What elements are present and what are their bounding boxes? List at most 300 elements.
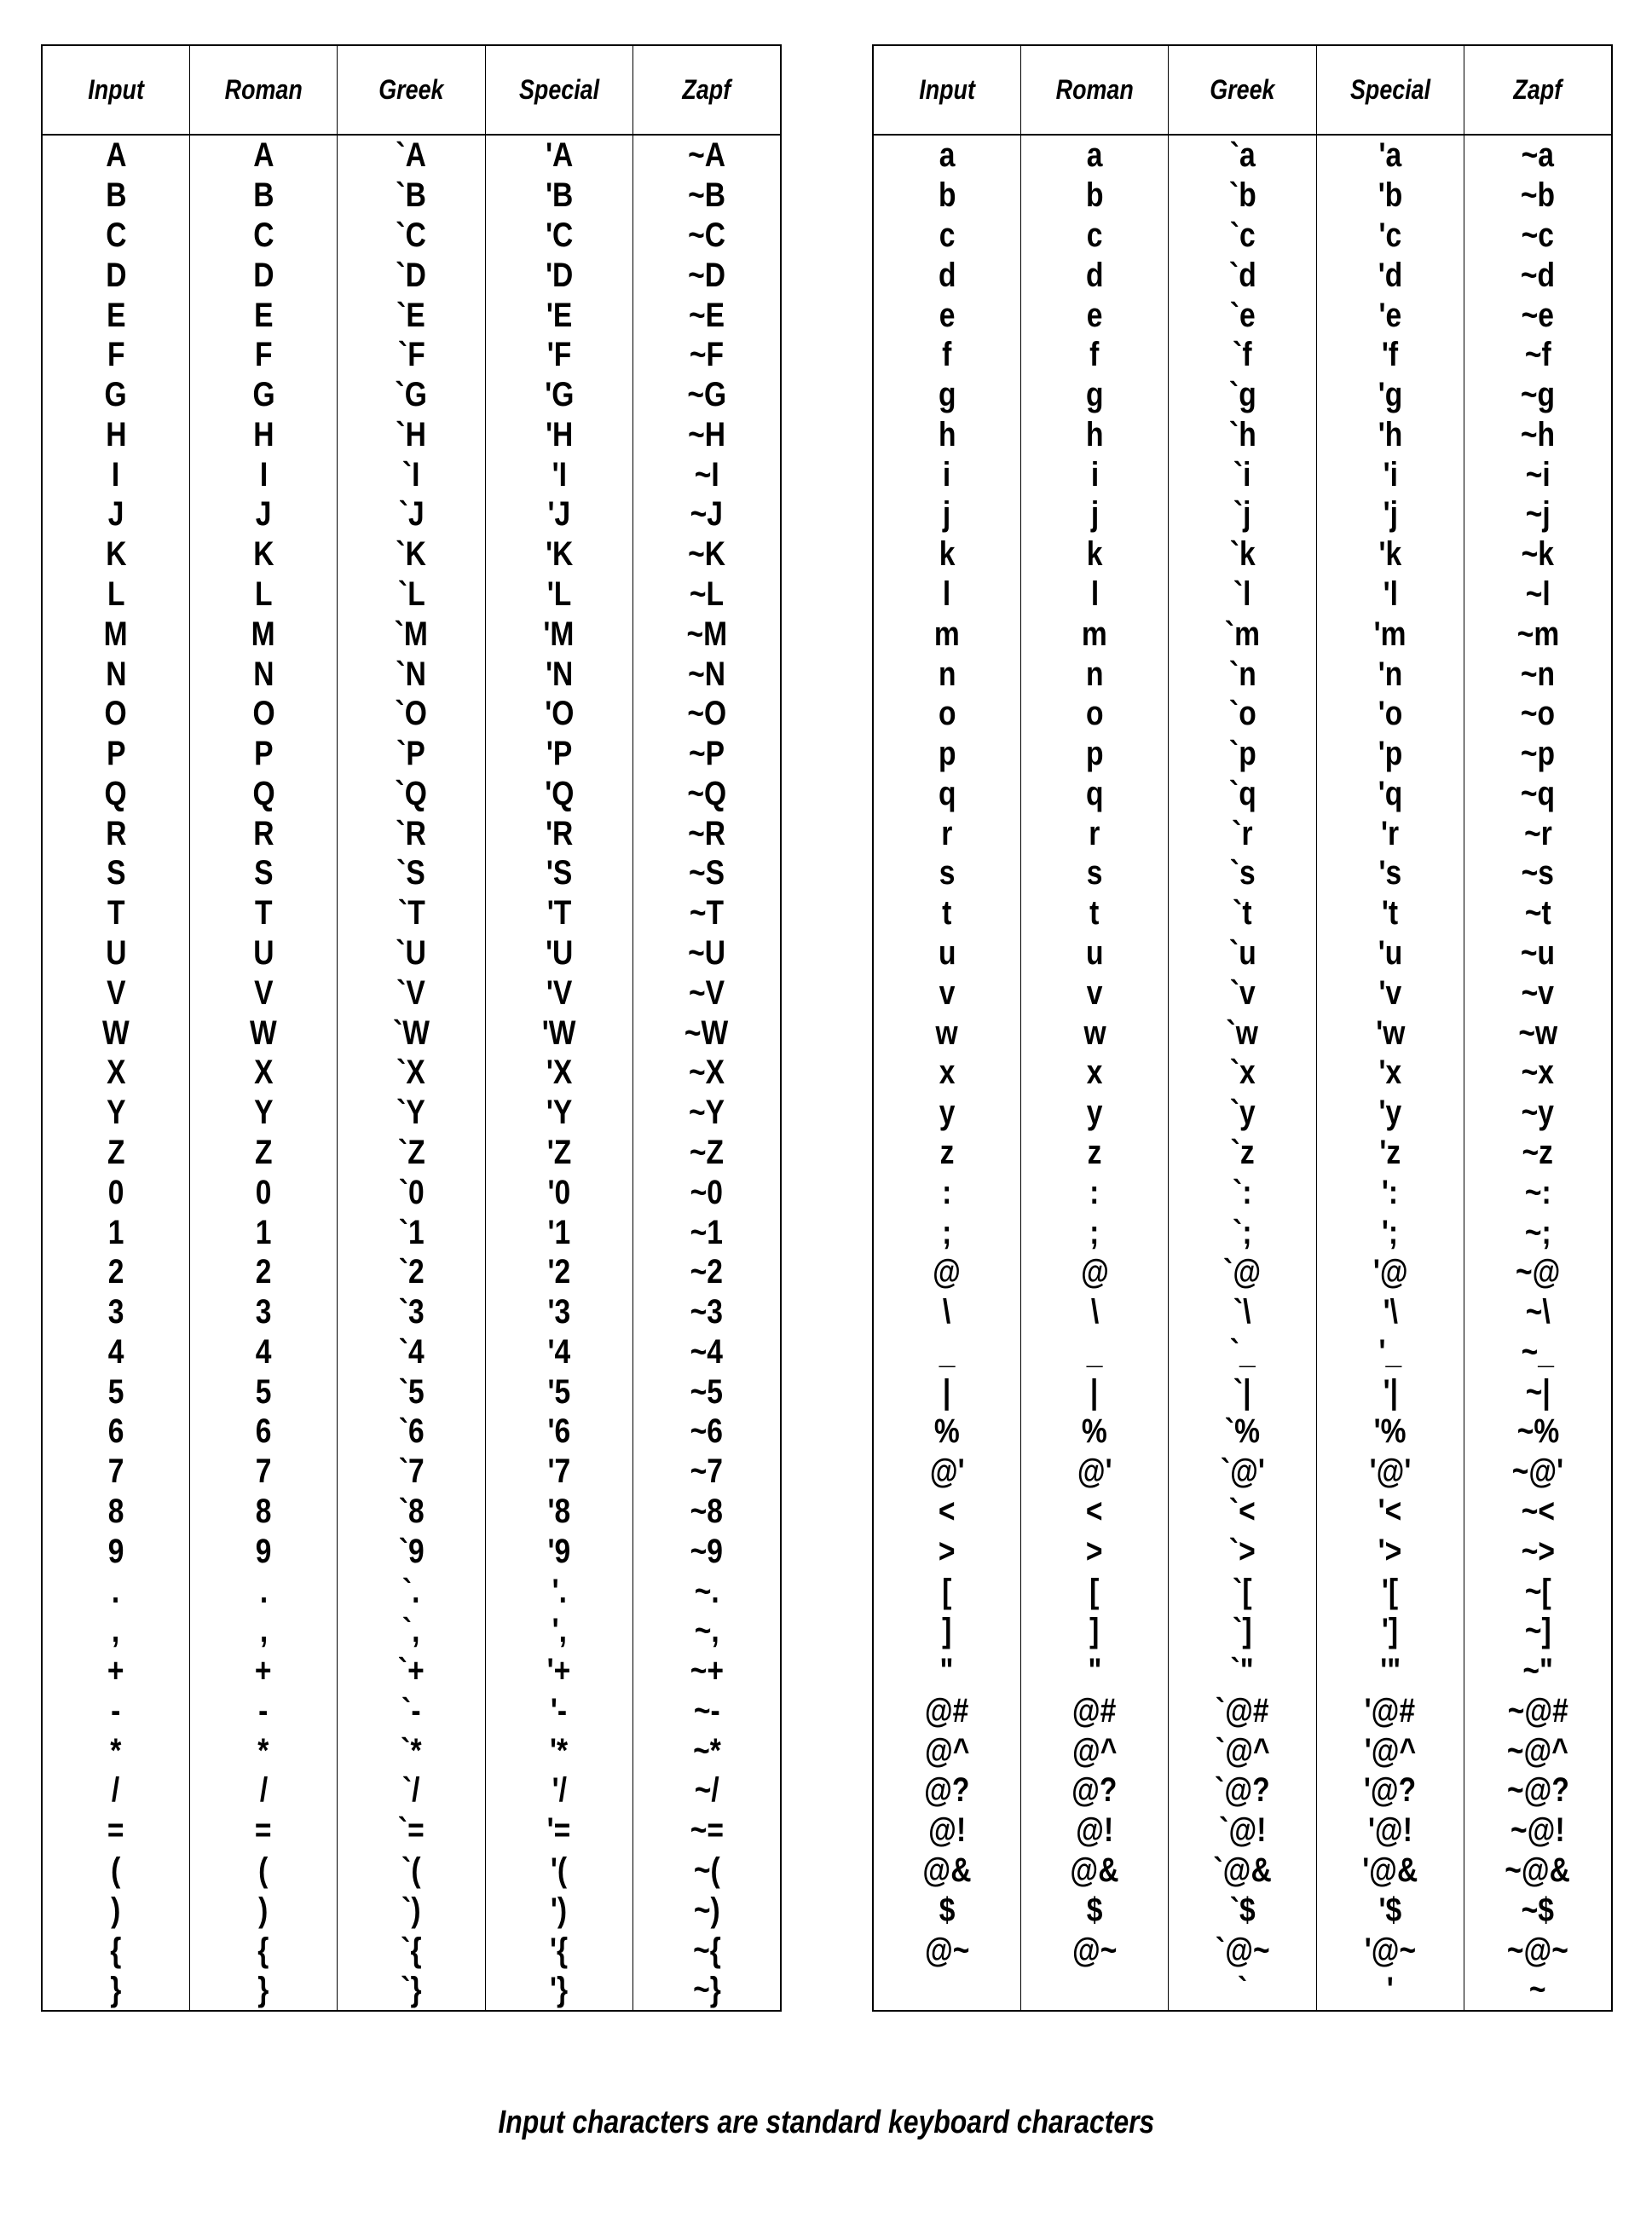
- char-glyph: W: [102, 1014, 130, 1052]
- char-cell: [1169, 694, 1316, 734]
- char-cell: [189, 774, 337, 814]
- char-glyph: `t: [1233, 894, 1252, 933]
- char-cell: [633, 375, 781, 415]
- char-glyph: o: [1085, 695, 1104, 733]
- char-cell: [42, 176, 189, 216]
- char-glyph: `(: [401, 1851, 421, 1889]
- char-cell: [485, 135, 632, 176]
- char-glyph: '>: [1378, 1532, 1402, 1570]
- char-cell: [189, 1331, 337, 1372]
- char-glyph: 'o: [1378, 695, 1403, 733]
- char-cell: [485, 255, 632, 295]
- char-cell: [1316, 1970, 1464, 2011]
- char-cell: [1169, 295, 1316, 335]
- char-cell: [873, 774, 1020, 814]
- char-glyph: ~o: [1520, 695, 1556, 733]
- table-row: [42, 1292, 781, 1332]
- char-cell: [42, 1690, 189, 1730]
- char-cell: [189, 813, 337, 853]
- char-cell: [189, 255, 337, 295]
- char-cell: [1316, 1013, 1464, 1053]
- char-glyph: `Q: [395, 774, 428, 812]
- col-header-greek: [338, 45, 485, 135]
- char-cell: [338, 654, 485, 694]
- char-glyph: @#: [1072, 1691, 1117, 1730]
- char-cell: [873, 216, 1020, 256]
- char-cell: [633, 216, 781, 256]
- char-cell: [485, 534, 632, 575]
- char-cell: [189, 1212, 337, 1252]
- char-cell: [338, 1890, 485, 1930]
- char-cell: [1464, 1770, 1612, 1811]
- char-glyph: `@~: [1215, 1931, 1270, 1969]
- table-row: [873, 176, 1612, 216]
- char-glyph: ~0: [690, 1173, 724, 1211]
- table-row: [42, 1930, 781, 1970]
- char-glyph: 'q: [1378, 774, 1403, 812]
- char-glyph: `z: [1230, 1133, 1255, 1171]
- char-glyph: '4: [547, 1332, 571, 1371]
- table-row: [873, 853, 1612, 893]
- char-glyph: J: [255, 495, 272, 534]
- char-glyph: 8: [255, 1492, 272, 1530]
- char-cell: [1169, 1053, 1316, 1093]
- char-cell: [1020, 893, 1168, 933]
- char-glyph: ~+: [690, 1652, 724, 1690]
- char-glyph: 8: [107, 1492, 124, 1530]
- char-cell: [1464, 853, 1612, 893]
- char-glyph: ~k: [1521, 535, 1555, 574]
- col-header-roman: [189, 45, 337, 135]
- char-glyph: `w: [1226, 1014, 1259, 1052]
- table-row: [42, 135, 781, 176]
- char-glyph: 'S: [546, 854, 573, 892]
- char-cell: [1464, 335, 1612, 375]
- char-cell: [1316, 933, 1464, 973]
- char-glyph: k: [1086, 535, 1103, 574]
- char-cell: [1020, 1172, 1168, 1212]
- char-cell: [42, 335, 189, 375]
- char-glyph: `j: [1233, 495, 1251, 534]
- char-cell: [633, 335, 781, 375]
- char-cell: [1169, 1890, 1316, 1930]
- char-cell: [189, 853, 337, 893]
- char-cell: [1316, 216, 1464, 256]
- caption: [0, 2104, 1652, 2141]
- char-cell: [633, 654, 781, 694]
- char-glyph: @~: [924, 1931, 970, 1969]
- char-glyph: '": [1379, 1652, 1401, 1690]
- char-glyph: p: [938, 735, 956, 773]
- char-glyph: ~q: [1520, 774, 1556, 812]
- table-row: [42, 614, 781, 654]
- char-cell: [633, 255, 781, 295]
- table-row: [873, 135, 1612, 176]
- table-row: [873, 1811, 1612, 1851]
- char-cell: [1464, 534, 1612, 575]
- char-glyph: ~W: [684, 1014, 729, 1052]
- char-glyph: ,: [259, 1612, 268, 1650]
- char-cell: [189, 1292, 337, 1332]
- char-cell: [1020, 973, 1168, 1013]
- char-cell: [42, 853, 189, 893]
- char-cell: [42, 375, 189, 415]
- char-glyph: u: [1085, 934, 1104, 973]
- char-cell: [873, 1093, 1020, 1133]
- char-glyph: 'U: [545, 934, 573, 973]
- char-cell: [338, 694, 485, 734]
- char-cell: [1316, 1930, 1464, 1970]
- char-cell: [42, 1611, 189, 1651]
- char-cell: [1169, 1611, 1316, 1651]
- char-glyph: K: [252, 535, 274, 574]
- char-glyph: U: [252, 934, 274, 973]
- table-row: [873, 1770, 1612, 1811]
- char-glyph: `<: [1229, 1492, 1256, 1530]
- char-glyph: y: [939, 1094, 956, 1132]
- char-cell: [338, 375, 485, 415]
- char-glyph: 'i: [1383, 455, 1398, 494]
- char-cell: [189, 1770, 337, 1811]
- char-glyph: ~@: [1515, 1253, 1561, 1291]
- char-glyph: \: [1090, 1293, 1099, 1331]
- char-cell: [633, 1292, 781, 1332]
- lowercase-table-header: [873, 45, 1612, 135]
- char-glyph: '@~: [1364, 1931, 1417, 1969]
- char-glyph: z: [1087, 1133, 1102, 1171]
- char-cell: [1020, 654, 1168, 694]
- char-glyph: ~@~: [1507, 1931, 1569, 1969]
- char-cell: [338, 1492, 485, 1532]
- char-cell: [1316, 694, 1464, 734]
- char-glyph: 'n: [1378, 655, 1403, 693]
- char-glyph: `H: [396, 415, 427, 453]
- char-cell: [633, 1172, 781, 1212]
- char-cell: [1169, 534, 1316, 575]
- col-header-label: Roman: [224, 74, 303, 105]
- char-glyph: x: [939, 1054, 956, 1092]
- char-glyph: '\: [1383, 1293, 1398, 1331]
- char-glyph: $: [1086, 1891, 1103, 1929]
- char-cell: [633, 1611, 781, 1651]
- char-glyph: I: [259, 455, 268, 494]
- char-cell: [1020, 335, 1168, 375]
- char-cell: [1464, 216, 1612, 256]
- char-cell: [1169, 414, 1316, 454]
- table-row: [42, 694, 781, 734]
- char-cell: [189, 1452, 337, 1492]
- char-glyph: 'f: [1382, 336, 1399, 374]
- char-cell: [189, 1133, 337, 1173]
- char-glyph: m: [1082, 615, 1108, 653]
- char-cell: [1020, 813, 1168, 853]
- char-cell: [873, 1372, 1020, 1412]
- char-cell: [1169, 1651, 1316, 1691]
- char-cell: [1464, 1133, 1612, 1173]
- char-cell: [1169, 1412, 1316, 1452]
- char-glyph: 4: [255, 1332, 272, 1371]
- table-row: [42, 734, 781, 774]
- table-row: [42, 494, 781, 534]
- char-glyph: '@': [1369, 1452, 1412, 1491]
- char-glyph: ~<: [1521, 1492, 1555, 1530]
- char-cell: [1020, 1730, 1168, 1770]
- char-glyph: ~{: [692, 1931, 721, 1969]
- char-glyph: '0: [547, 1173, 571, 1211]
- char-glyph: I: [112, 455, 120, 494]
- char-cell: [633, 575, 781, 615]
- char-cell: [873, 1412, 1020, 1452]
- col-header-label: Roman: [1055, 74, 1134, 105]
- char-cell: [873, 1172, 1020, 1212]
- char-glyph: `7: [398, 1452, 425, 1491]
- char-glyph: E: [106, 296, 126, 334]
- char-glyph: ~;: [1524, 1213, 1551, 1251]
- char-cell: [189, 295, 337, 335]
- char-glyph: @!: [927, 1811, 966, 1850]
- col-header-label: Special: [518, 74, 599, 105]
- char-glyph: 9: [107, 1532, 124, 1570]
- table-row: [873, 1571, 1612, 1611]
- char-cell: [1169, 1851, 1316, 1891]
- char-glyph: N: [252, 655, 274, 693]
- char-glyph: `@?: [1215, 1771, 1270, 1810]
- char-cell: [1169, 575, 1316, 615]
- char-glyph: C: [105, 216, 127, 254]
- uppercase-table-body: [42, 135, 781, 2011]
- char-cell: [1020, 694, 1168, 734]
- table-row: [873, 614, 1612, 654]
- col-header-label: Greek: [1210, 74, 1275, 105]
- char-cell: [1169, 1292, 1316, 1332]
- char-glyph: C: [252, 216, 274, 254]
- char-glyph: '@&: [1362, 1851, 1418, 1889]
- char-glyph: 'l: [1383, 575, 1398, 613]
- char-cell: [485, 933, 632, 973]
- char-cell: [1020, 375, 1168, 415]
- char-glyph: X: [106, 1054, 126, 1092]
- table-row: [42, 414, 781, 454]
- char-glyph: l: [1090, 575, 1099, 613]
- char-glyph: Y: [253, 1094, 274, 1132]
- char-cell: [485, 1770, 632, 1811]
- char-glyph: `r: [1232, 814, 1253, 852]
- char-cell: [633, 1412, 781, 1452]
- char-cell: [1020, 1372, 1168, 1412]
- char-cell: [1020, 1331, 1168, 1372]
- table-row: [42, 813, 781, 853]
- char-glyph: `Z: [397, 1133, 425, 1171]
- char-glyph: T: [254, 894, 273, 933]
- char-glyph: 'p: [1378, 735, 1403, 773]
- table-row: [42, 375, 781, 415]
- char-cell: [338, 813, 485, 853]
- char-glyph: w: [1083, 1014, 1106, 1052]
- char-glyph: 'J: [547, 495, 571, 534]
- char-cell: [42, 295, 189, 335]
- char-cell: [485, 1730, 632, 1770]
- char-glyph: `|: [1233, 1372, 1251, 1411]
- char-glyph: 'c: [1378, 216, 1402, 254]
- char-cell: [42, 973, 189, 1013]
- char-glyph: ~m: [1516, 615, 1559, 653]
- char-cell: [189, 1013, 337, 1053]
- char-cell: [873, 1970, 1020, 2011]
- char-cell: [1316, 1890, 1464, 1930]
- char-cell: [189, 893, 337, 933]
- char-cell: [1464, 1053, 1612, 1093]
- char-glyph: ~V: [689, 973, 725, 1012]
- char-cell: [1169, 1133, 1316, 1173]
- char-cell: [633, 1093, 781, 1133]
- caption-text: Input characters are standard keyboard characters: [498, 2105, 1154, 2140]
- char-cell: [1316, 1053, 1464, 1093]
- char-cell: [873, 1770, 1020, 1811]
- char-glyph: O: [104, 695, 128, 733]
- char-glyph: 6: [255, 1412, 272, 1451]
- char-glyph: ~D: [688, 256, 725, 294]
- char-cell: [1464, 1611, 1612, 1651]
- char-cell: [1020, 534, 1168, 575]
- char-cell: [873, 1611, 1020, 1651]
- char-glyph: ~@!: [1510, 1811, 1565, 1850]
- char-glyph: 'B: [545, 176, 573, 215]
- char-cell: [633, 1970, 781, 2011]
- table-row: [42, 1970, 781, 2011]
- char-glyph: `B: [396, 176, 427, 215]
- char-cell: [1316, 893, 1464, 933]
- char-glyph: `-: [401, 1691, 421, 1730]
- char-cell: [1464, 694, 1612, 734]
- char-cell: [633, 1690, 781, 1730]
- char-glyph: '7: [547, 1452, 571, 1491]
- char-glyph: ~): [693, 1891, 720, 1929]
- char-cell: [1464, 1172, 1612, 1212]
- char-cell: [873, 893, 1020, 933]
- char-glyph: `g: [1228, 376, 1256, 414]
- char-glyph: ~: [1529, 1971, 1546, 2009]
- char-cell: [189, 1172, 337, 1212]
- char-cell: [42, 1292, 189, 1332]
- char-glyph: ~*: [692, 1731, 721, 1770]
- lowercase-char-table: [872, 44, 1613, 2012]
- char-cell: [42, 694, 189, 734]
- char-cell: [1316, 534, 1464, 575]
- char-cell: [873, 1531, 1020, 1571]
- char-glyph: ~Q: [687, 774, 726, 812]
- char-glyph: F: [107, 336, 125, 374]
- char-cell: [873, 1492, 1020, 1532]
- char-glyph: ): [111, 1891, 121, 1929]
- char-glyph: ~S: [689, 854, 725, 892]
- table-row: [42, 1372, 781, 1412]
- char-cell: [1464, 614, 1612, 654]
- char-glyph: g: [938, 376, 956, 414]
- char-cell: [873, 1053, 1020, 1093]
- char-cell: [1169, 853, 1316, 893]
- char-glyph: 'N: [545, 655, 573, 693]
- char-glyph: 'F: [546, 336, 572, 374]
- char-cell: [1169, 614, 1316, 654]
- char-glyph: ~}: [692, 1971, 721, 2009]
- char-glyph: ~T: [689, 894, 725, 933]
- char-glyph: 'T: [546, 894, 572, 933]
- char-glyph: _: [1086, 1332, 1103, 1371]
- char-glyph: P: [106, 735, 126, 773]
- char-glyph: `x: [1229, 1054, 1256, 1092]
- char-cell: [1169, 1212, 1316, 1252]
- char-cell: [1464, 375, 1612, 415]
- char-cell: [633, 454, 781, 494]
- char-glyph: `": [1230, 1652, 1255, 1690]
- char-cell: [873, 813, 1020, 853]
- char-glyph: ~\: [1525, 1293, 1551, 1331]
- char-glyph: ~r: [1523, 814, 1552, 852]
- char-glyph: 'O: [544, 695, 574, 733]
- char-glyph: s: [939, 854, 956, 892]
- char-cell: [189, 1053, 337, 1093]
- char-glyph: 'a: [1378, 136, 1402, 175]
- char-cell: [1316, 1492, 1464, 1532]
- char-glyph: `0: [398, 1173, 425, 1211]
- char-glyph: `,: [402, 1612, 420, 1650]
- char-glyph: ~@': [1511, 1452, 1564, 1491]
- char-glyph: J: [107, 495, 124, 534]
- char-cell: [1464, 575, 1612, 615]
- char-glyph: '/: [552, 1771, 567, 1810]
- char-glyph: 'm: [1373, 615, 1407, 653]
- char-glyph: ~5: [690, 1372, 724, 1411]
- char-glyph: >: [1086, 1532, 1103, 1570]
- char-glyph: ~7: [690, 1452, 724, 1491]
- table-row: [873, 335, 1612, 375]
- table-row: [873, 1651, 1612, 1691]
- char-glyph: ~M: [686, 615, 727, 653]
- char-cell: [42, 1930, 189, 1970]
- char-cell: [1169, 375, 1316, 415]
- char-cell: [1464, 1890, 1612, 1930]
- char-glyph: `@#: [1216, 1691, 1269, 1730]
- char-glyph: `*: [401, 1731, 422, 1770]
- char-glyph: a: [939, 136, 956, 175]
- char-glyph: r: [1089, 814, 1100, 852]
- header-row: [873, 45, 1612, 135]
- table-row: [42, 216, 781, 256]
- char-glyph: H: [252, 415, 274, 453]
- char-cell: [338, 1651, 485, 1691]
- char-glyph: N: [105, 655, 127, 693]
- char-glyph: ':: [1382, 1173, 1399, 1211]
- char-glyph: ~-: [693, 1691, 720, 1730]
- char-cell: [1316, 774, 1464, 814]
- char-glyph: B: [252, 176, 274, 215]
- char-cell: [1020, 1970, 1168, 2011]
- char-glyph: {: [257, 1931, 269, 1969]
- char-cell: [338, 893, 485, 933]
- char-cell: [485, 654, 632, 694]
- char-glyph: `@&: [1213, 1851, 1272, 1889]
- table-row: [42, 853, 781, 893]
- col-header-label: Input: [88, 74, 144, 105]
- char-glyph: @&: [1070, 1851, 1119, 1889]
- char-cell: [189, 1412, 337, 1452]
- col-header-label: Input: [919, 74, 975, 105]
- char-cell: [873, 295, 1020, 335]
- char-cell: [1169, 973, 1316, 1013]
- char-cell: [189, 1890, 337, 1930]
- col-header-label: Zapf: [682, 74, 731, 105]
- char-cell: [338, 454, 485, 494]
